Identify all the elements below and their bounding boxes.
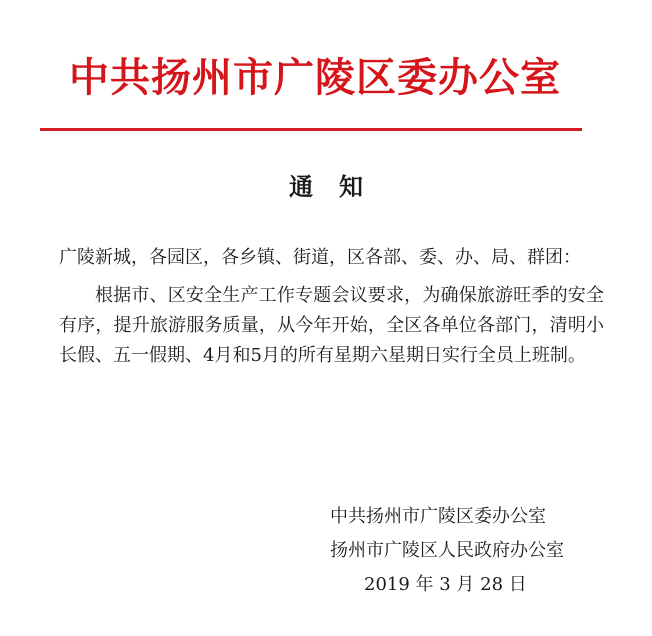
issuing-office-header: 中共扬州市广陵区委办公室 [69,54,561,101]
red-header-rule [40,128,582,131]
signature-org-party: 中共扬州市广陵区委办公室 [330,506,546,527]
salutation: 广陵新城，各园区，各乡镇、街道，区各部、委、办、局、群团： [59,247,581,268]
signature-org-government: 扬州市广陵区人民政府办公室 [330,540,564,561]
signature-date: 2019 年 3 月 28 日 [364,574,527,595]
signature-block [330,500,600,602]
notice-title: 通知 [289,172,389,201]
notice-body-paragraph: 根据市、区安全生产工作专题会议要求，为确保旅游旺季的安全有序，提升旅游服务质量，从今年开始，全区各单位各部门，清明小长假、五一假期、4月和5月的所有星期六星期日实行全员上班制。 [59,285,604,366]
